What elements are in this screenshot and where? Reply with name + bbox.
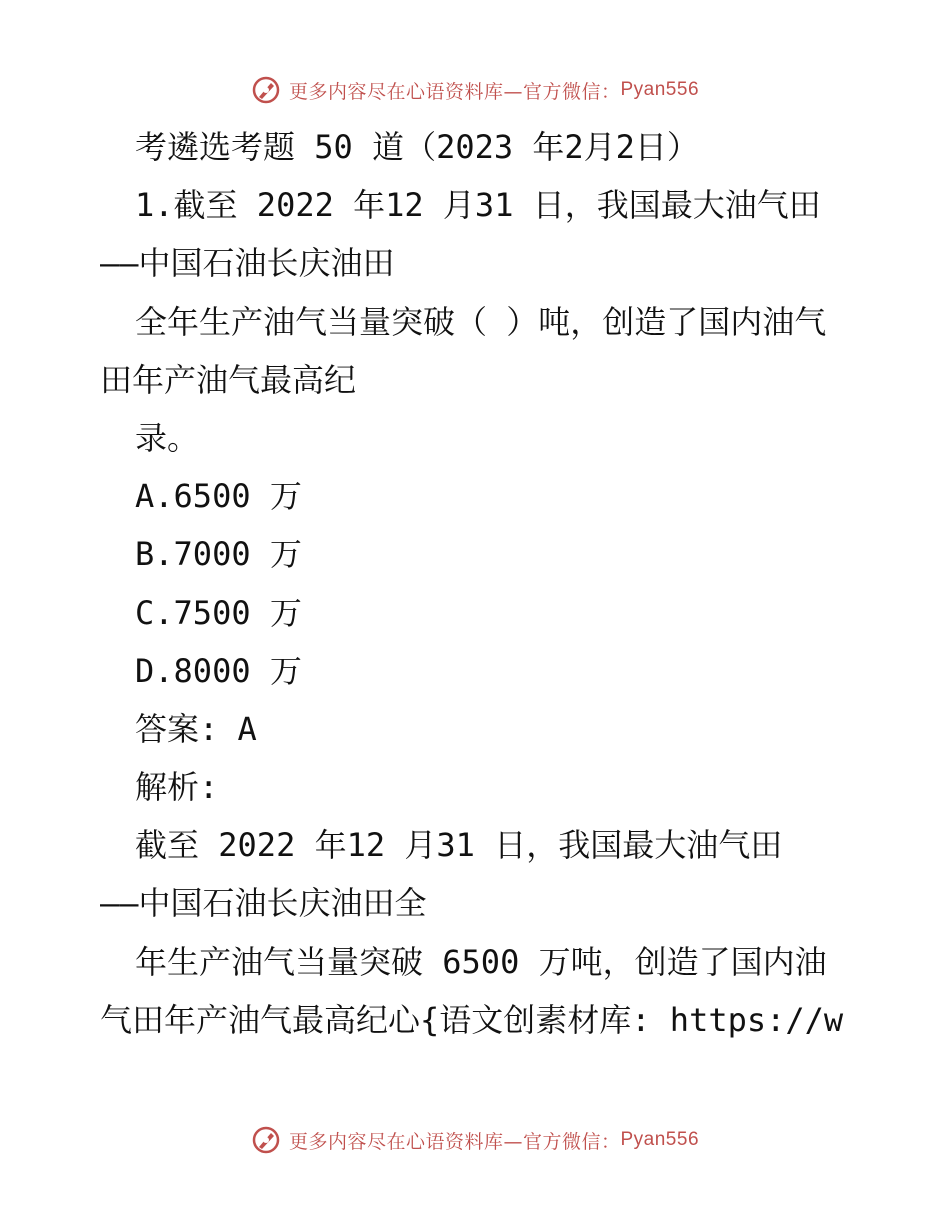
question-line: 1.截至 2022 年12 月31 日，我国最大油气田	[135, 186, 821, 225]
header-watermark-banner	[0, 70, 950, 110]
banner-text: 更多内容尽在心语资料库—官方微信：	[288, 80, 621, 103]
quill-pen-logo-icon	[251, 1125, 281, 1155]
question-line: 田年产油气最高纪	[100, 360, 357, 399]
footer-watermark-banner	[0, 1120, 950, 1160]
document-title: 考遴选考题 50 道（2023 年2月2日）	[135, 128, 699, 166]
analysis-line: 截至 2022 年12 月31 日，我国最大油气田	[135, 826, 783, 865]
question-line: ——中国石油长庆油田	[100, 244, 395, 283]
question-line: 录。	[135, 418, 200, 457]
analysis-line: ——中国石油长庆油田全	[100, 884, 427, 923]
analysis-line: 气田年产油气最高纪心{语文创素材库: https://w	[100, 1000, 844, 1039]
wechat-id: Pyan556	[620, 79, 700, 100]
banner-text: 更多内容尽在心语资料库—官方微信：	[288, 1130, 621, 1153]
analysis-line: 年生产油气当量突破 6500 万吨，创造了国内油	[135, 942, 827, 981]
option-a: A.6500 万	[135, 477, 302, 516]
wechat-id: Pyan556	[620, 1129, 700, 1150]
option-c: C.7500 万	[135, 593, 302, 632]
answer-text: 答案: A	[135, 709, 257, 748]
question-line: 全年生产油气当量突破（ ）吨，创造了国内油气	[135, 302, 827, 341]
analysis-label: 解析:	[135, 768, 219, 807]
document-body	[100, 118, 860, 1049]
option-d: D.8000 万	[135, 651, 302, 690]
quill-pen-logo-icon	[251, 75, 281, 105]
option-b: B.7000 万	[135, 535, 302, 574]
